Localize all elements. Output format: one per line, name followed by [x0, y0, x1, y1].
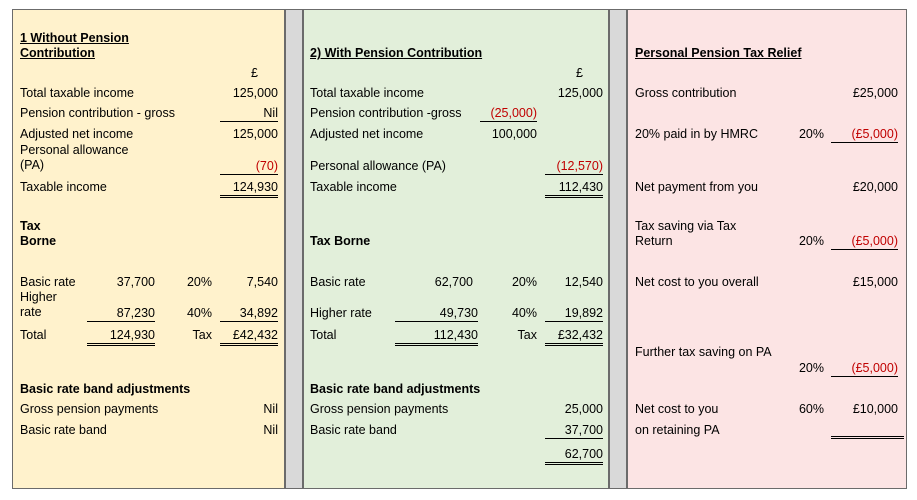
col1-pension-contribution: Nil: [220, 106, 278, 122]
col2-taxable-income-label: Taxable income: [310, 180, 397, 194]
col1-gross-pension-label: Gross pension payments: [20, 402, 159, 416]
col2-basic-rate-amount: 62,700: [434, 275, 473, 289]
col3-hmrc-label: 20% paid in by HMRC: [635, 127, 758, 141]
col1-personal-allowance: (70): [220, 159, 278, 175]
col1-basic-rate-amount: 37,700: [116, 275, 155, 289]
col1-adjusted-net-income: 125,000: [232, 127, 278, 141]
col3-tax-return-pct: 20%: [798, 234, 824, 248]
col1-tax-label: Tax: [192, 328, 212, 342]
col2-basic-band-label: Basic rate band: [310, 423, 397, 437]
col1-higher-rate-tax: 34,892: [220, 306, 278, 322]
col3-net-cost-overall: £15,000: [852, 275, 898, 289]
col2-higher-rate-amount: 49,730: [395, 306, 478, 322]
col1-gross-pension: Nil: [263, 402, 278, 416]
col2-gross-pension-label: Gross pension payments: [310, 402, 449, 416]
col3-total-double-underline: [831, 436, 904, 439]
col3-hmrc-pct: 20%: [798, 127, 824, 141]
col3-gross-contribution: £25,000: [852, 86, 898, 100]
col1-total-tax: £42,432: [220, 328, 278, 346]
column-divider: [609, 9, 627, 489]
col3-gross-contribution-label: Gross contribution: [635, 86, 737, 100]
col2-adjustments-heading: Basic rate band adjustments: [310, 382, 481, 396]
col2-personal-allowance: (12,570): [545, 159, 603, 175]
col1-higher-rate-amount: 87,230: [87, 306, 155, 322]
col2-currency-symbol: £: [576, 66, 583, 80]
col3-tax-return-amount: (£5,000): [831, 234, 898, 250]
col1-tax-borne-heading: Tax Borne: [20, 219, 57, 248]
col2-tax-label: Tax: [517, 328, 537, 342]
col1-higher-rate-pct: 40%: [186, 306, 212, 320]
col1-taxable-income: 124,930: [220, 180, 278, 198]
col1-total-label: Total: [20, 328, 47, 342]
col1-adjusted-net-income-label: Adjusted net income: [20, 127, 134, 141]
col1-personal-allowance-label: Personal allowance (PA): [20, 143, 129, 172]
col3-further-saving-amount: (£5,000): [831, 361, 898, 377]
col1-total-amount: 124,930: [87, 328, 155, 346]
col3-net-cost-retaining-label-2: on retaining PA: [635, 423, 720, 437]
col2-adjusted-net-income-label: Adjusted net income: [310, 127, 424, 141]
col2-total-tax: £32,432: [545, 328, 603, 346]
col1-total-taxable-income: 125,000: [232, 86, 278, 100]
col3-net-payment-label: Net payment from you: [635, 180, 758, 194]
col3-net-payment: £20,000: [852, 180, 898, 194]
col2-higher-rate-pct: 40%: [511, 306, 537, 320]
col2-total-label: Total: [310, 328, 337, 342]
col3-tax-return-label: Tax saving via Tax Return: [635, 219, 737, 248]
col1-pension-contribution-label: Pension contribution - gross: [20, 106, 175, 120]
col2-higher-rate-label: Higher rate: [310, 306, 372, 320]
col2-band-total: 62,700: [545, 447, 603, 465]
without-pension-panel: [12, 9, 285, 489]
col1-basic-rate-pct: 20%: [186, 275, 212, 289]
col2-basic-rate-tax: 12,540: [564, 275, 603, 289]
with-pension-panel: [303, 9, 609, 489]
col3-net-cost-overall-label: Net cost to you overall: [635, 275, 759, 289]
col3-further-saving-label: Further tax saving on PA: [635, 345, 772, 359]
col2-adjusted-net-income: 100,000: [491, 127, 537, 141]
col2-personal-allowance-label: Personal allowance (PA): [310, 159, 446, 173]
col2-higher-rate-tax: 19,892: [545, 306, 603, 322]
col2-tax-borne-heading: Tax Borne: [310, 234, 371, 248]
col2-total-taxable-income: 125,000: [557, 86, 603, 100]
col3-net-cost-retaining-pct: 60%: [798, 402, 824, 416]
col2-basic-rate-label: Basic rate: [310, 275, 366, 289]
col2-taxable-income: 112,430: [545, 180, 603, 198]
col3-hmrc-amount: (£5,000): [831, 127, 898, 143]
col2-title: 2) With Pension Contribution: [310, 46, 483, 60]
col2-pension-contribution-label: Pension contribution -gross: [310, 106, 462, 120]
col1-basic-band: Nil: [263, 423, 278, 437]
col1-basic-rate-label: Basic rate: [20, 275, 76, 289]
col2-total-amount: 112,430: [395, 328, 478, 346]
col3-further-saving-pct: 20%: [798, 361, 824, 375]
col1-basic-band-label: Basic rate band: [20, 423, 107, 437]
col3-title: Personal Pension Tax Relief: [635, 46, 802, 60]
col2-total-taxable-income-label: Total taxable income: [310, 86, 424, 100]
col1-taxable-income-label: Taxable income: [20, 180, 107, 194]
col1-adjustments-heading: Basic rate band adjustments: [20, 382, 191, 396]
col1-basic-rate-tax: 7,540: [246, 275, 278, 289]
col2-gross-pension: 25,000: [564, 402, 603, 416]
col1-higher-rate-label: Higher rate: [20, 290, 57, 319]
col1-total-taxable-income-label: Total taxable income: [20, 86, 134, 100]
col3-net-cost-retaining: £10,000: [852, 402, 898, 416]
column-divider: [285, 9, 303, 489]
col1-title: 1 Without Pension Contribution: [20, 31, 129, 60]
col2-basic-rate-pct: 20%: [511, 275, 537, 289]
col2-pension-contribution: (25,000): [480, 106, 537, 122]
col3-net-cost-retaining-label: Net cost to you: [635, 402, 719, 416]
col2-basic-band: 37,700: [545, 423, 603, 439]
col1-currency-symbol: £: [251, 66, 258, 80]
